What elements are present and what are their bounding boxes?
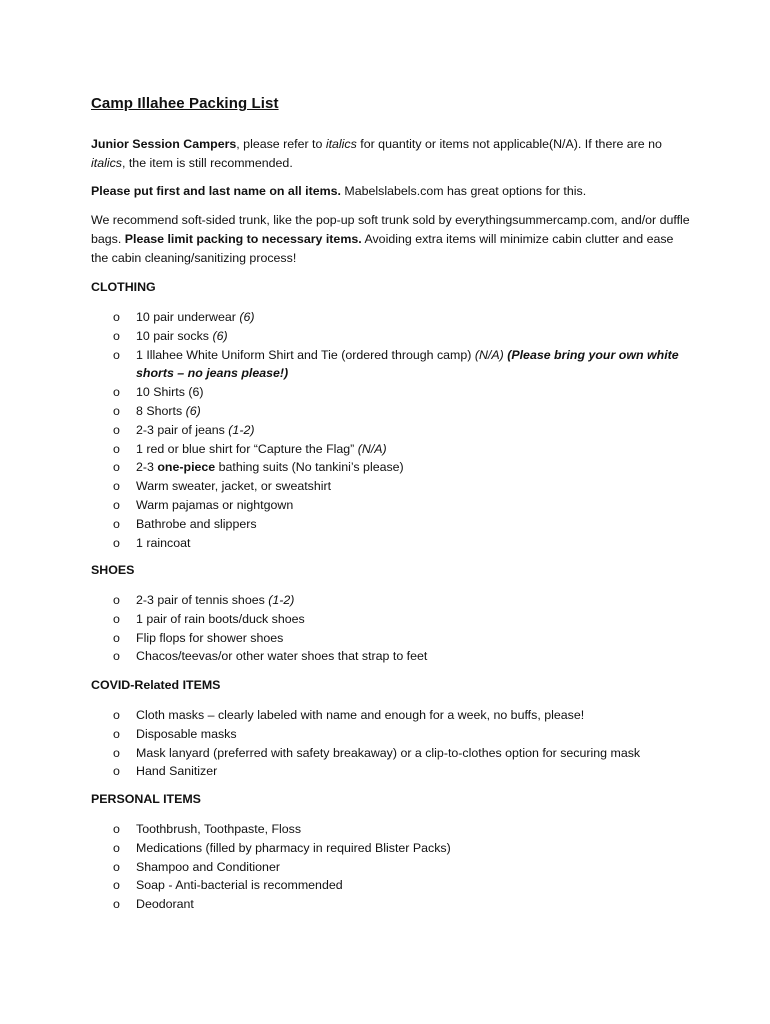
item-emphasis: one-piece bbox=[157, 460, 216, 475]
list-item bbox=[91, 839, 691, 858]
bullet-marker: o bbox=[113, 764, 120, 779]
list-item bbox=[91, 762, 691, 781]
item-text: Flip flops for shower shoes bbox=[136, 630, 284, 645]
intro-strong: Please limit packing to necessary items. bbox=[124, 231, 362, 246]
shoes-list bbox=[91, 591, 691, 666]
list-item bbox=[91, 876, 691, 895]
list-item bbox=[91, 440, 691, 459]
item-text: Hand Sanitizer bbox=[136, 764, 218, 779]
intro-paragraph-quantities bbox=[91, 135, 691, 173]
intro-em: italics bbox=[91, 155, 122, 170]
bullet-marker: o bbox=[113, 497, 120, 512]
bullet-marker: o bbox=[113, 859, 120, 874]
list-item bbox=[91, 706, 691, 725]
item-text: 10 pair socks bbox=[136, 328, 213, 343]
item-quantity: (1-2) bbox=[228, 422, 255, 437]
item-text: 10 pair underwear bbox=[136, 310, 240, 324]
item-text: Warm sweater, jacket, or sweatshirt bbox=[136, 479, 332, 494]
item-quantity: (N/A) bbox=[474, 347, 504, 362]
item-text: Warm pajamas or nightgown bbox=[136, 497, 294, 512]
item-text: 10 Shirts (6) bbox=[136, 385, 204, 400]
item-text: bathing suits (No tankini’s please) bbox=[215, 460, 404, 475]
list-item bbox=[91, 327, 691, 346]
bullet-marker: o bbox=[113, 745, 120, 760]
section-heading-personal: PERSONAL ITEMS bbox=[91, 792, 201, 806]
list-item bbox=[91, 591, 691, 610]
intro-paragraph-trunk bbox=[91, 211, 691, 267]
page-title: Camp Illahee Packing List bbox=[91, 95, 279, 112]
list-item bbox=[91, 402, 691, 421]
list-item bbox=[91, 421, 691, 440]
item-quantity: (6) bbox=[239, 310, 255, 324]
bullet-marker: o bbox=[113, 310, 120, 324]
intro-strong: Please put first and last name on all items. bbox=[91, 184, 341, 198]
bullet-marker: o bbox=[113, 878, 120, 893]
bullet-marker: o bbox=[113, 840, 120, 855]
list-item bbox=[91, 477, 691, 496]
bullet-marker: o bbox=[113, 535, 120, 550]
item-text: 2-3 pair of jeans bbox=[136, 422, 229, 437]
bullet-marker: o bbox=[113, 347, 120, 362]
bullet-marker: o bbox=[113, 630, 120, 645]
section-heading-clothing: CLOTHING bbox=[91, 280, 156, 294]
list-item bbox=[91, 647, 691, 666]
intro-text: Avoiding extra items will minimize cabin clutter and ease the cabin cleaning/sanitizing process! bbox=[91, 231, 674, 265]
item-quantity: (6) bbox=[212, 328, 228, 343]
list-item bbox=[91, 496, 691, 515]
intro-text: , the item is still recommended. bbox=[121, 155, 293, 170]
item-text: 1 pair of rain boots/duck shoes bbox=[136, 611, 305, 626]
list-item bbox=[91, 515, 691, 534]
item-text: Deodorant bbox=[136, 897, 194, 912]
personal-list bbox=[91, 820, 691, 914]
bullet-marker: o bbox=[113, 726, 120, 741]
list-item bbox=[91, 346, 691, 384]
item-text: Chacos/teevas/or other water shoes that strap to feet bbox=[136, 649, 428, 664]
item-text: Mask lanyard (preferred with safety breakaway) or a clip-to-clothes option for securing mask bbox=[136, 745, 641, 760]
bullet-marker: o bbox=[113, 822, 120, 836]
item-text: 1 Illahee White Uniform Shirt and Tie (ordered through camp) bbox=[136, 347, 475, 362]
list-item bbox=[91, 610, 691, 629]
bullet-marker: o bbox=[113, 593, 120, 607]
bullet-marker: o bbox=[113, 479, 120, 494]
item-text: Toothbrush, Toothpaste, Floss bbox=[136, 822, 302, 836]
item-text: Disposable masks bbox=[136, 726, 237, 741]
list-item bbox=[91, 725, 691, 744]
item-text: Cloth masks – clearly labeled with name and enough for a week, no buffs, please! bbox=[136, 708, 585, 722]
item-text: Bathrobe and slippers bbox=[136, 516, 257, 531]
item-text: Soap - Anti-bacterial is recommended bbox=[136, 878, 343, 893]
list-item bbox=[91, 458, 691, 477]
item-quantity: (6) bbox=[185, 403, 201, 418]
item-text: 2-3 bbox=[136, 460, 158, 475]
bullet-marker: o bbox=[113, 516, 120, 531]
bullet-marker: o bbox=[113, 328, 120, 343]
item-quantity: (1-2) bbox=[268, 593, 295, 607]
intro-paragraph-names bbox=[91, 182, 691, 201]
item-text: 1 red or blue shirt for “Capture the Flag” bbox=[136, 441, 358, 456]
bullet-marker: o bbox=[113, 422, 120, 437]
item-note-text: (Please bring your own white shorts – no jeans please!) bbox=[136, 347, 679, 381]
list-item bbox=[91, 383, 691, 402]
list-item bbox=[91, 858, 691, 877]
bullet-marker: o bbox=[113, 708, 120, 722]
list-item bbox=[91, 308, 691, 327]
intro-em: italics bbox=[325, 137, 357, 151]
intro-text: for quantity or items not applicable(N/A). If there are no bbox=[356, 137, 662, 151]
item-text: Shampoo and Conditioner bbox=[136, 859, 280, 874]
bullet-marker: o bbox=[113, 611, 120, 626]
covid-list bbox=[91, 706, 691, 781]
list-item bbox=[91, 629, 691, 648]
section-heading-covid: COVID-Related ITEMS bbox=[91, 678, 221, 692]
bullet-marker: o bbox=[113, 649, 120, 664]
item-text: 2-3 pair of tennis shoes bbox=[136, 593, 269, 607]
intro-text: , please refer to bbox=[236, 137, 326, 151]
bullet-marker: o bbox=[113, 441, 120, 456]
item-text: 8 Shorts bbox=[136, 403, 186, 418]
item-quantity: (N/A) bbox=[357, 441, 387, 456]
bullet-marker: o bbox=[113, 897, 120, 912]
intro-strong: Junior Session Campers bbox=[91, 137, 237, 151]
bullet-marker: o bbox=[113, 403, 120, 418]
list-item bbox=[91, 534, 691, 553]
list-item bbox=[91, 820, 691, 839]
item-text: 1 raincoat bbox=[136, 535, 191, 550]
list-item bbox=[91, 744, 691, 763]
bullet-marker: o bbox=[113, 385, 120, 400]
item-text: Medications (filled by pharmacy in required Blister Packs) bbox=[136, 840, 451, 855]
clothing-list bbox=[91, 308, 691, 552]
bullet-marker: o bbox=[113, 460, 120, 475]
section-heading-shoes: SHOES bbox=[91, 563, 135, 577]
intro-text: We recommend soft-sided trunk, like the pop-up soft trunk sold by everythingsummercamp.com, and/or duffle bags. bbox=[91, 213, 690, 246]
intro-text: Mabelslabels.com has great options for this. bbox=[340, 184, 587, 198]
list-item bbox=[91, 895, 691, 914]
